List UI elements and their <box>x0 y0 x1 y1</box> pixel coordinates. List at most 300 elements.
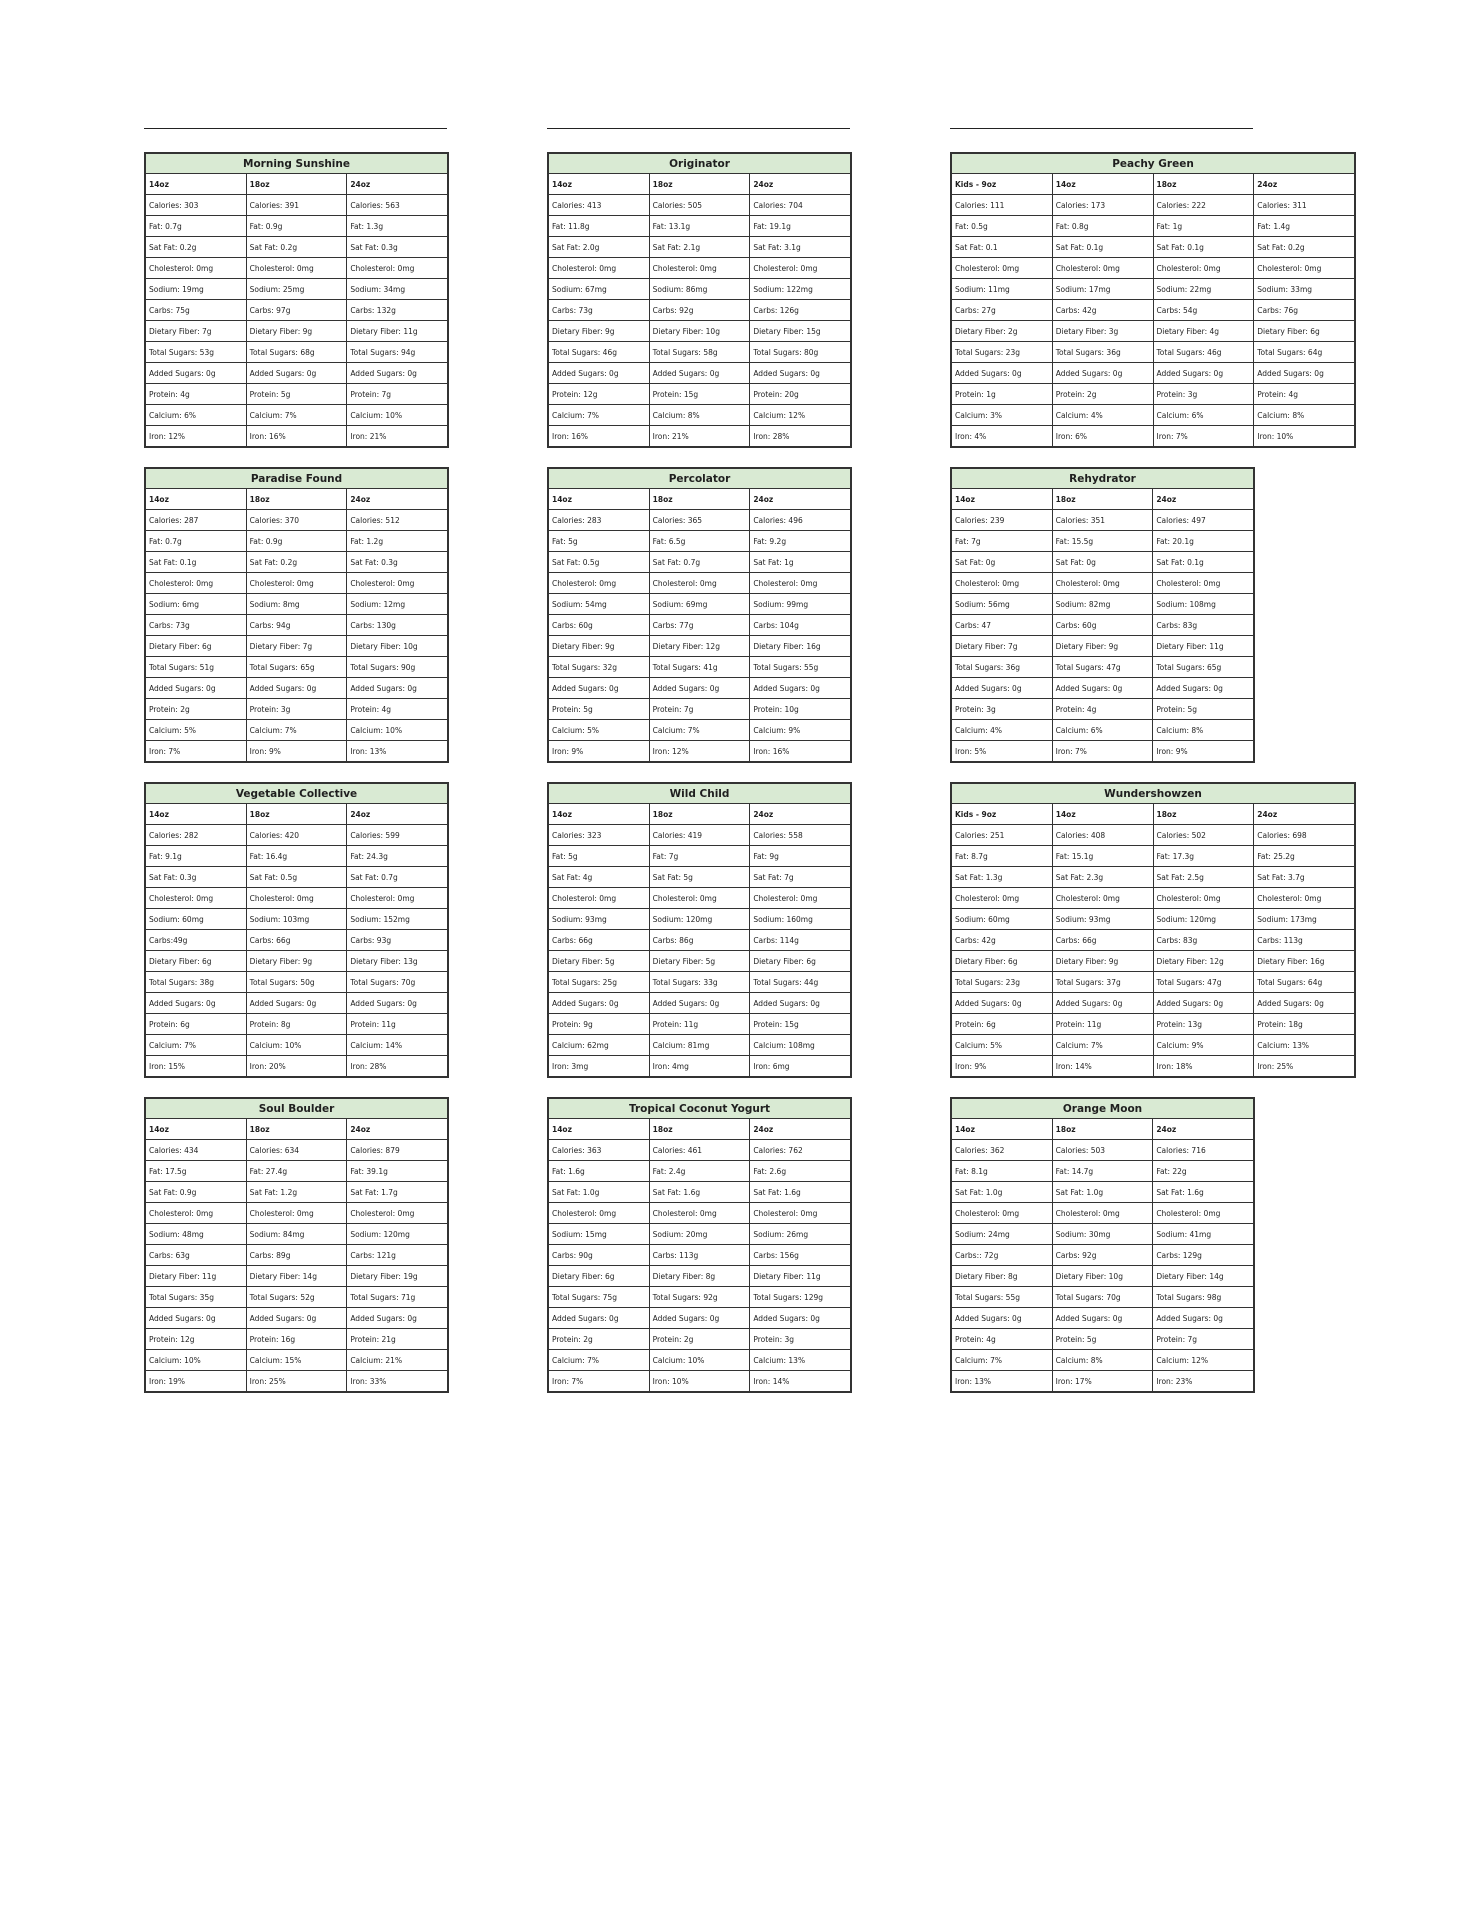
nutrient-cell: Dietary Fiber: 10g <box>347 636 448 657</box>
nutrient-cell: Carbs: 66g <box>549 930 650 951</box>
table-row <box>549 1182 851 1203</box>
size-label: 14oz <box>549 174 650 195</box>
nutrient-cell: Dietary Fiber: 16g <box>1254 951 1355 972</box>
nutrient-cell: Sat Fat: 3.7g <box>1254 867 1355 888</box>
nutrient-cell: Dietary Fiber: 16g <box>750 636 851 657</box>
nutrient-cell: Carbs: 113g <box>1254 930 1355 951</box>
table-row <box>952 363 1355 384</box>
nutrient-cell: Calcium: 8% <box>1254 405 1355 426</box>
nutrient-cell: Iron: 9% <box>549 741 650 762</box>
nutrient-cell: Sodium: 82mg <box>1052 594 1153 615</box>
table-row <box>549 279 851 300</box>
nutrient-cell: Added Sugars: 0g <box>549 363 650 384</box>
table-row <box>549 972 851 993</box>
nutrient-cell: Calories: 879 <box>347 1140 448 1161</box>
table-row <box>952 258 1355 279</box>
table-row <box>952 909 1355 930</box>
nutrient-cell: Sodium: 34mg <box>347 279 448 300</box>
nutrient-cell: Protein: 20g <box>750 384 851 405</box>
nutrient-cell: Calories: 222 <box>1153 195 1254 216</box>
nutrient-cell: Sodium: 26mg <box>750 1224 851 1245</box>
table-row <box>549 1140 851 1161</box>
nutrient-cell: Calcium: 21% <box>347 1350 448 1371</box>
nutrient-cell: Added Sugars: 0g <box>347 993 448 1014</box>
table-row <box>549 195 851 216</box>
table-row <box>549 531 851 552</box>
nutrient-cell: Carbs: 113g <box>649 1245 750 1266</box>
nutrient-cell: Calcium: 5% <box>549 720 650 741</box>
nutrient-cell: Cholesterol: 0mg <box>549 573 650 594</box>
nutrient-cell: Protein: 12g <box>146 1329 247 1350</box>
divider-line <box>950 128 1253 129</box>
nutrition-table <box>145 468 448 762</box>
nutrient-cell: Total Sugars: 75g <box>549 1287 650 1308</box>
table-row <box>146 216 448 237</box>
nutrition-card <box>144 782 449 1078</box>
nutrient-cell: Dietary Fiber: 12g <box>1153 951 1254 972</box>
nutrient-cell: Cholesterol: 0mg <box>1052 573 1153 594</box>
nutrient-cell: Sodium: 30mg <box>1052 1224 1153 1245</box>
nutrient-cell: Sat Fat: 0.1g <box>1153 237 1254 258</box>
nutrient-cell: Calories: 111 <box>952 195 1053 216</box>
nutrient-cell: Total Sugars: 46g <box>549 342 650 363</box>
nutrient-cell: Added Sugars: 0g <box>146 678 247 699</box>
nutrient-cell: Protein: 2g <box>549 1329 650 1350</box>
size-label: 14oz <box>1052 174 1153 195</box>
nutrient-cell: Calcium: 6% <box>1153 405 1254 426</box>
table-row <box>146 888 448 909</box>
nutrient-cell: Sodium: 22mg <box>1153 279 1254 300</box>
nutrient-cell: Sat Fat: 3.1g <box>750 237 851 258</box>
nutrient-cell: Dietary Fiber: 7g <box>952 636 1053 657</box>
size-label: 18oz <box>1052 489 1153 510</box>
nutrient-cell: Protein: 5g <box>246 384 347 405</box>
table-row <box>146 1203 448 1224</box>
nutrient-cell: Total Sugars: 71g <box>347 1287 448 1308</box>
nutrient-cell: Total Sugars: 52g <box>246 1287 347 1308</box>
nutrient-cell: Carbs: 126g <box>750 300 851 321</box>
nutrient-cell: Calories: 716 <box>1153 1140 1254 1161</box>
nutrition-table <box>145 783 448 1077</box>
table-row <box>952 720 1254 741</box>
nutrient-cell: Added Sugars: 0g <box>750 363 851 384</box>
nutrient-cell: Added Sugars: 0g <box>1153 678 1254 699</box>
product-name: Paradise Found <box>146 469 448 489</box>
nutrient-cell: Protein: 2g <box>146 699 247 720</box>
table-row <box>549 636 851 657</box>
nutrient-cell: Iron: 21% <box>649 426 750 447</box>
nutrient-cell: Dietary Fiber: 6g <box>549 1266 650 1287</box>
nutrient-cell: Dietary Fiber: 19g <box>347 1266 448 1287</box>
product-name: Percolator <box>549 469 851 489</box>
nutrient-cell: Protein: 7g <box>1153 1329 1254 1350</box>
table-row <box>549 258 851 279</box>
nutrient-cell: Calories: 496 <box>750 510 851 531</box>
nutrient-cell: Added Sugars: 0g <box>1052 678 1153 699</box>
nutrient-cell: Total Sugars: 36g <box>952 657 1053 678</box>
table-row <box>952 1329 1254 1350</box>
nutrient-cell: Total Sugars: 80g <box>750 342 851 363</box>
nutrient-cell: Sodium: 120mg <box>649 909 750 930</box>
nutrient-cell: Calcium: 7% <box>549 1350 650 1371</box>
nutrition-card <box>950 152 1356 448</box>
table-row <box>146 1224 448 1245</box>
nutrient-cell: Carbs: 63g <box>146 1245 247 1266</box>
nutrient-cell: Iron: 16% <box>246 426 347 447</box>
table-row <box>146 846 448 867</box>
nutrient-cell: Total Sugars: 36g <box>1052 342 1153 363</box>
nutrient-cell: Calcium: 14% <box>347 1035 448 1056</box>
nutrient-cell: Carbs: 104g <box>750 615 851 636</box>
nutrient-cell: Cholesterol: 0mg <box>1153 258 1254 279</box>
nutrient-cell: Cholesterol: 0mg <box>146 1203 247 1224</box>
nutrient-cell: Calcium: 4% <box>1052 405 1153 426</box>
nutrient-cell: Carbs: 97g <box>246 300 347 321</box>
table-row <box>952 1224 1254 1245</box>
nutrient-cell: Carbs: 83g <box>1153 930 1254 951</box>
size-label: 24oz <box>347 1119 448 1140</box>
table-row <box>146 363 448 384</box>
size-header-row <box>549 174 851 195</box>
nutrient-cell: Cholesterol: 0mg <box>246 888 347 909</box>
size-label: 18oz <box>246 489 347 510</box>
size-label: 18oz <box>246 804 347 825</box>
nutrient-cell: Calcium: 9% <box>750 720 851 741</box>
nutrition-table <box>951 153 1355 447</box>
table-row <box>146 930 448 951</box>
nutrient-cell: Added Sugars: 0g <box>246 1308 347 1329</box>
size-label: 14oz <box>549 1119 650 1140</box>
nutrient-cell: Total Sugars: 55g <box>952 1287 1053 1308</box>
nutrient-cell: Iron: 6mg <box>750 1056 851 1077</box>
nutrient-cell: Added Sugars: 0g <box>1052 363 1153 384</box>
table-row <box>549 741 851 762</box>
nutrient-cell: Calories: 762 <box>750 1140 851 1161</box>
nutrient-cell: Sodium: 19mg <box>146 279 247 300</box>
nutrient-cell: Dietary Fiber: 10g <box>649 321 750 342</box>
nutrient-cell: Sodium: 69mg <box>649 594 750 615</box>
size-label: 24oz <box>1153 1119 1254 1140</box>
nutrient-cell: Total Sugars: 47g <box>1052 657 1153 678</box>
nutrient-cell: Protein: 2g <box>1052 384 1153 405</box>
table-row <box>952 342 1355 363</box>
nutrient-cell: Iron: 7% <box>549 1371 650 1392</box>
nutrient-cell: Fat: 0.8g <box>1052 216 1153 237</box>
nutrient-cell: Calcium: 15% <box>246 1350 347 1371</box>
table-row <box>549 1161 851 1182</box>
nutrient-cell: Fat: 5g <box>549 531 650 552</box>
table-row <box>952 552 1254 573</box>
nutrient-cell: Protein: 1g <box>952 384 1053 405</box>
nutrition-card <box>547 152 852 448</box>
nutrient-cell: Calcium: 13% <box>1254 1035 1355 1056</box>
nutrient-cell: Sodium: 41mg <box>1153 1224 1254 1245</box>
table-row <box>146 909 448 930</box>
nutrient-cell: Dietary Fiber: 11g <box>1153 636 1254 657</box>
nutrient-cell: Total Sugars: 68g <box>246 342 347 363</box>
nutrient-cell: Cholesterol: 0mg <box>146 258 247 279</box>
nutrient-cell: Fat: 15.1g <box>1052 846 1153 867</box>
nutrient-cell: Added Sugars: 0g <box>347 363 448 384</box>
nutrient-cell: Protein: 16g <box>246 1329 347 1350</box>
nutrient-cell: Cholesterol: 0mg <box>1052 1203 1153 1224</box>
nutrient-cell: Iron: 7% <box>146 741 247 762</box>
nutrient-cell: Sat Fat: 1.7g <box>347 1182 448 1203</box>
nutrient-cell: Iron: 9% <box>952 1056 1053 1077</box>
table-row <box>146 825 448 846</box>
nutrient-cell: Added Sugars: 0g <box>952 678 1053 699</box>
table-row <box>952 1245 1254 1266</box>
nutrient-cell: Carbs: 86g <box>649 930 750 951</box>
table-row <box>952 1182 1254 1203</box>
nutrient-cell: Total Sugars: 90g <box>347 657 448 678</box>
table-row <box>146 531 448 552</box>
nutrient-cell: Cholesterol: 0mg <box>952 573 1053 594</box>
nutrient-cell: Fat: 15.5g <box>1052 531 1153 552</box>
nutrient-cell: Dietary Fiber: 9g <box>246 321 347 342</box>
table-row <box>146 1287 448 1308</box>
nutrient-cell: Calories: 239 <box>952 510 1053 531</box>
nutrition-card <box>144 467 449 763</box>
nutrient-cell: Calories: 351 <box>1052 510 1153 531</box>
divider-line <box>547 128 850 129</box>
nutrient-cell: Calcium: 10% <box>347 720 448 741</box>
size-label: 14oz <box>549 489 650 510</box>
table-row <box>146 867 448 888</box>
nutrient-cell: Calories: 497 <box>1153 510 1254 531</box>
nutrient-cell: Dietary Fiber: 13g <box>347 951 448 972</box>
nutrient-cell: Calories: 413 <box>549 195 650 216</box>
nutrient-cell: Calcium: 13% <box>750 1350 851 1371</box>
nutrient-cell: Cholesterol: 0mg <box>1052 888 1153 909</box>
nutrient-cell: Sat Fat: 1.0g <box>952 1182 1053 1203</box>
table-row <box>952 1056 1355 1077</box>
table-row <box>549 1371 851 1392</box>
nutrient-cell: Cholesterol: 0mg <box>246 573 347 594</box>
nutrient-cell: Calories: 434 <box>146 1140 247 1161</box>
nutrient-cell: Fat: 39.1g <box>347 1161 448 1182</box>
table-row <box>146 615 448 636</box>
nutrient-cell: Calories: 287 <box>146 510 247 531</box>
table-row <box>549 909 851 930</box>
table-row <box>549 342 851 363</box>
nutrient-cell: Carbs: 93g <box>347 930 448 951</box>
nutrient-cell: Dietary Fiber: 6g <box>146 636 247 657</box>
nutrient-cell: Dietary Fiber: 8g <box>952 1266 1053 1287</box>
table-row <box>549 216 851 237</box>
nutrient-cell: Protein: 2g <box>649 1329 750 1350</box>
nutrient-cell: Protein: 10g <box>750 699 851 720</box>
table-row <box>952 1266 1254 1287</box>
nutrient-cell: Protein: 4g <box>952 1329 1053 1350</box>
nutrient-cell: Cholesterol: 0mg <box>649 573 750 594</box>
nutrient-cell: Fat: 0.9g <box>246 531 347 552</box>
nutrient-cell: Total Sugars: 98g <box>1153 1287 1254 1308</box>
nutrient-cell: Fat: 1.2g <box>347 531 448 552</box>
nutrient-cell: Carbs: 114g <box>750 930 851 951</box>
nutrient-cell: Sat Fat: 7g <box>750 867 851 888</box>
table-row <box>952 993 1355 1014</box>
product-name: Peachy Green <box>952 154 1355 174</box>
nutrient-cell: Sat Fat: 2.0g <box>549 237 650 258</box>
nutrient-cell: Iron: 5% <box>952 741 1053 762</box>
nutrient-cell: Calcium: 7% <box>146 1035 247 1056</box>
product-name: Orange Moon <box>952 1099 1254 1119</box>
size-label: 14oz <box>952 489 1053 510</box>
nutrition-card <box>144 1097 449 1393</box>
nutrient-cell: Added Sugars: 0g <box>347 1308 448 1329</box>
table-row <box>549 573 851 594</box>
table-row <box>146 321 448 342</box>
nutrient-cell: Sodium: 173mg <box>1254 909 1355 930</box>
nutrient-cell: Fat: 8.1g <box>952 1161 1053 1182</box>
nutrient-cell: Added Sugars: 0g <box>1052 1308 1153 1329</box>
table-row <box>146 657 448 678</box>
nutrient-cell: Fat: 5g <box>549 846 650 867</box>
table-row <box>146 699 448 720</box>
nutrient-cell: Total Sugars: 35g <box>146 1287 247 1308</box>
table-row <box>146 552 448 573</box>
nutrient-cell: Sodium: 103mg <box>246 909 347 930</box>
nutrient-cell: Sodium: 122mg <box>750 279 851 300</box>
size-label: 14oz <box>146 804 247 825</box>
nutrient-cell: Calories: 283 <box>549 510 650 531</box>
table-row <box>146 1014 448 1035</box>
nutrient-cell: Protein: 4g <box>146 384 247 405</box>
table-row <box>549 720 851 741</box>
nutrient-cell: Sat Fat: 0.5g <box>549 552 650 573</box>
nutrient-cell: Protein: 3g <box>246 699 347 720</box>
nutrient-cell: Carbs: 130g <box>347 615 448 636</box>
table-row <box>952 237 1355 258</box>
table-row <box>952 384 1355 405</box>
table-row <box>952 300 1355 321</box>
size-label: 18oz <box>1153 174 1254 195</box>
nutrient-cell: Sodium: 8mg <box>246 594 347 615</box>
nutrient-cell: Added Sugars: 0g <box>246 678 347 699</box>
nutrient-cell: Total Sugars: 64g <box>1254 972 1355 993</box>
size-label: 14oz <box>952 1119 1053 1140</box>
nutrient-cell: Iron: 4% <box>952 426 1053 447</box>
nutrient-cell: Calories: 391 <box>246 195 347 216</box>
nutrient-cell: Calories: 282 <box>146 825 247 846</box>
nutrient-cell: Iron: 14% <box>1052 1056 1153 1077</box>
table-row <box>549 1245 851 1266</box>
nutrient-cell: Fat: 9.1g <box>146 846 247 867</box>
nutrient-cell: Sodium: 56mg <box>952 594 1053 615</box>
nutrient-cell: Calories: 599 <box>347 825 448 846</box>
size-label: 18oz <box>649 1119 750 1140</box>
table-row <box>146 720 448 741</box>
nutrient-cell: Fat: 25.2g <box>1254 846 1355 867</box>
nutrient-cell: Calories: 558 <box>750 825 851 846</box>
nutrient-cell: Total Sugars: 51g <box>146 657 247 678</box>
table-row <box>549 846 851 867</box>
size-label: 24oz <box>750 1119 851 1140</box>
nutrient-cell: Sat Fat: 1.0g <box>549 1182 650 1203</box>
nutrient-cell: Dietary Fiber: 6g <box>146 951 247 972</box>
nutrient-cell: Total Sugars: 70g <box>1052 1287 1153 1308</box>
nutrient-cell: Fat: 1.3g <box>347 216 448 237</box>
nutrient-cell: Total Sugars: 44g <box>750 972 851 993</box>
nutrient-cell: Fat: 7g <box>952 531 1053 552</box>
nutrient-cell: Dietary Fiber: 6g <box>952 951 1053 972</box>
nutrient-cell: Iron: 9% <box>246 741 347 762</box>
nutrient-cell: Calories: 303 <box>146 195 247 216</box>
nutrient-cell: Total Sugars: 53g <box>146 342 247 363</box>
nutrient-cell: Cholesterol: 0mg <box>750 573 851 594</box>
product-name: Morning Sunshine <box>146 154 448 174</box>
nutrient-cell: Calcium: 6% <box>1052 720 1153 741</box>
nutrient-cell: Total Sugars: 50g <box>246 972 347 993</box>
nutrient-cell: Dietary Fiber: 8g <box>649 1266 750 1287</box>
table-row <box>146 1245 448 1266</box>
table-row <box>549 1266 851 1287</box>
nutrient-cell: Total Sugars: 65g <box>1153 657 1254 678</box>
nutrient-cell: Sat Fat: 0.9g <box>146 1182 247 1203</box>
nutrition-table <box>951 1098 1254 1392</box>
nutrient-cell: Protein: 13g <box>1153 1014 1254 1035</box>
nutrient-cell: Cholesterol: 0mg <box>246 1203 347 1224</box>
nutrient-cell: Iron: 17% <box>1052 1371 1153 1392</box>
divider-line <box>144 128 447 129</box>
nutrient-cell: Sat Fat: 0.7g <box>347 867 448 888</box>
nutrient-cell: Total Sugars: 65g <box>246 657 347 678</box>
nutrient-cell: Cholesterol: 0mg <box>952 1203 1053 1224</box>
nutrient-cell: Protein: 5g <box>549 699 650 720</box>
nutrient-cell: Sat Fat: 0.2g <box>246 552 347 573</box>
nutrient-cell: Fat: 8.7g <box>952 846 1053 867</box>
nutrient-cell: Calcium: 81mg <box>649 1035 750 1056</box>
nutrient-cell: Protein: 4g <box>1052 699 1153 720</box>
nutrient-cell: Protein: 6g <box>952 1014 1053 1035</box>
nutrient-cell: Iron: 28% <box>347 1056 448 1077</box>
nutrient-cell: Calcium: 12% <box>1153 1350 1254 1371</box>
table-row <box>146 510 448 531</box>
nutrient-cell: Fat: 11.8g <box>549 216 650 237</box>
table-row <box>146 384 448 405</box>
nutrient-cell: Added Sugars: 0g <box>750 993 851 1014</box>
table-row <box>549 1056 851 1077</box>
nutrient-cell: Sat Fat: 0.1g <box>1153 552 1254 573</box>
nutrient-cell: Iron: 10% <box>649 1371 750 1392</box>
nutrient-cell: Cholesterol: 0mg <box>347 1203 448 1224</box>
nutrient-cell: Dietary Fiber: 7g <box>146 321 247 342</box>
nutrient-cell: Iron: 23% <box>1153 1371 1254 1392</box>
nutrient-cell: Calories: 420 <box>246 825 347 846</box>
nutrient-cell: Carbs: 66g <box>246 930 347 951</box>
table-row <box>549 993 851 1014</box>
table-row <box>146 1161 448 1182</box>
nutrient-cell: Protein: 21g <box>347 1329 448 1350</box>
table-row <box>549 1287 851 1308</box>
nutrient-cell: Calcium: 9% <box>1153 1035 1254 1056</box>
table-row <box>952 510 1254 531</box>
nutrient-cell: Cholesterol: 0mg <box>146 888 247 909</box>
nutrient-cell: Dietary Fiber: 9g <box>246 951 347 972</box>
nutrient-cell: Carbs: 83g <box>1153 615 1254 636</box>
nutrient-cell: Added Sugars: 0g <box>649 1308 750 1329</box>
nutrient-cell: Sat Fat: 0.2g <box>1254 237 1355 258</box>
nutrient-cell: Carbs: 94g <box>246 615 347 636</box>
nutrient-cell: Carbs: 42g <box>1052 300 1153 321</box>
nutrient-cell: Cholesterol: 0mg <box>750 1203 851 1224</box>
table-row <box>549 678 851 699</box>
nutrient-cell: Protein: 3g <box>1153 384 1254 405</box>
nutrient-cell: Cholesterol: 0mg <box>952 888 1053 909</box>
product-name: Wild Child <box>549 784 851 804</box>
nutrient-cell: Sat Fat: 0.3g <box>146 867 247 888</box>
